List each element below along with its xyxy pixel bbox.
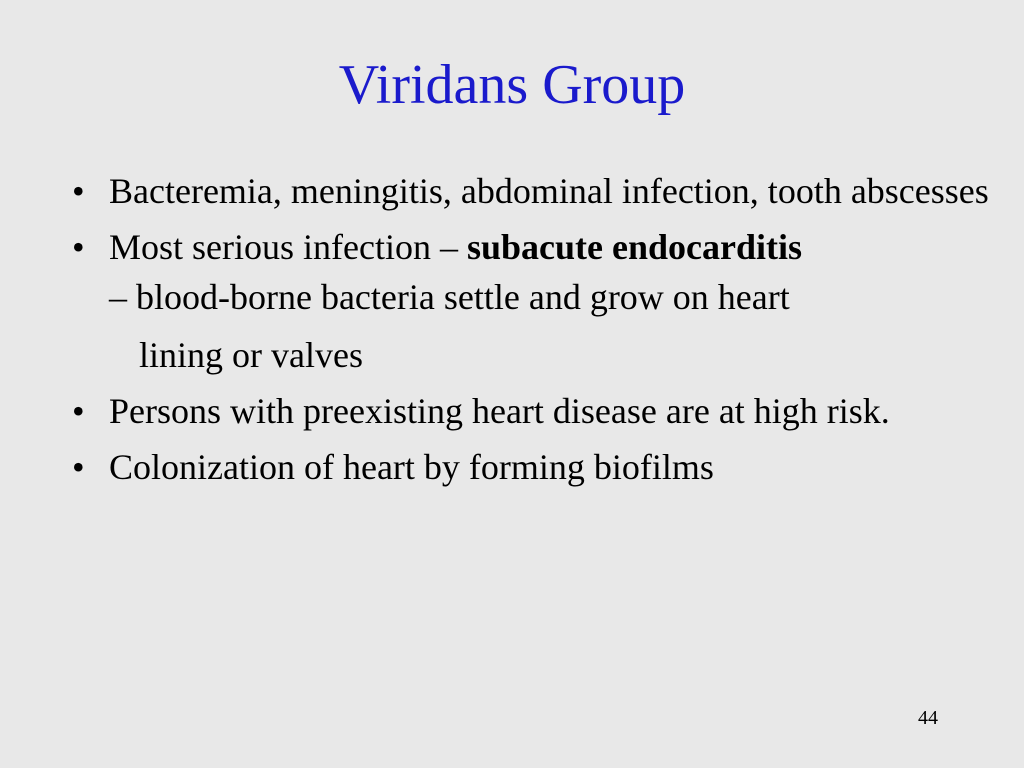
bullet-line: lining or valves — [139, 335, 363, 375]
bullet-dot-icon: • — [72, 227, 85, 267]
bullet-text-prefix: Most serious infection – — [109, 227, 467, 267]
bullet-bold-term: subacute endocarditis — [466, 227, 802, 267]
page-number: 44 — [918, 707, 938, 729]
bullet-text: Bacteremia, meningitis, abdominal infection, tooth abscesses — [109, 171, 989, 211]
bullet-item-4 — [72, 442, 1012, 492]
bullet-item-3 — [72, 386, 1012, 436]
bullet-line: – blood-borne bacteria settle and grow on heart — [109, 277, 790, 317]
bullet-dot-icon: • — [72, 391, 85, 431]
bullet-item-1 — [72, 166, 1012, 216]
bullet-text: Persons with preexisting heart disease are at high risk. — [109, 391, 890, 431]
slide-title: Viridans Group — [338, 54, 686, 116]
bullet-text: Colonization of heart by forming biofilms — [109, 447, 714, 487]
bullet-dot-icon: • — [72, 171, 85, 211]
bullet-dot-icon: • — [72, 447, 85, 487]
bullet-line — [109, 222, 1012, 272]
bullet-item-2 — [72, 222, 1012, 380]
bullet-list — [72, 166, 1012, 498]
